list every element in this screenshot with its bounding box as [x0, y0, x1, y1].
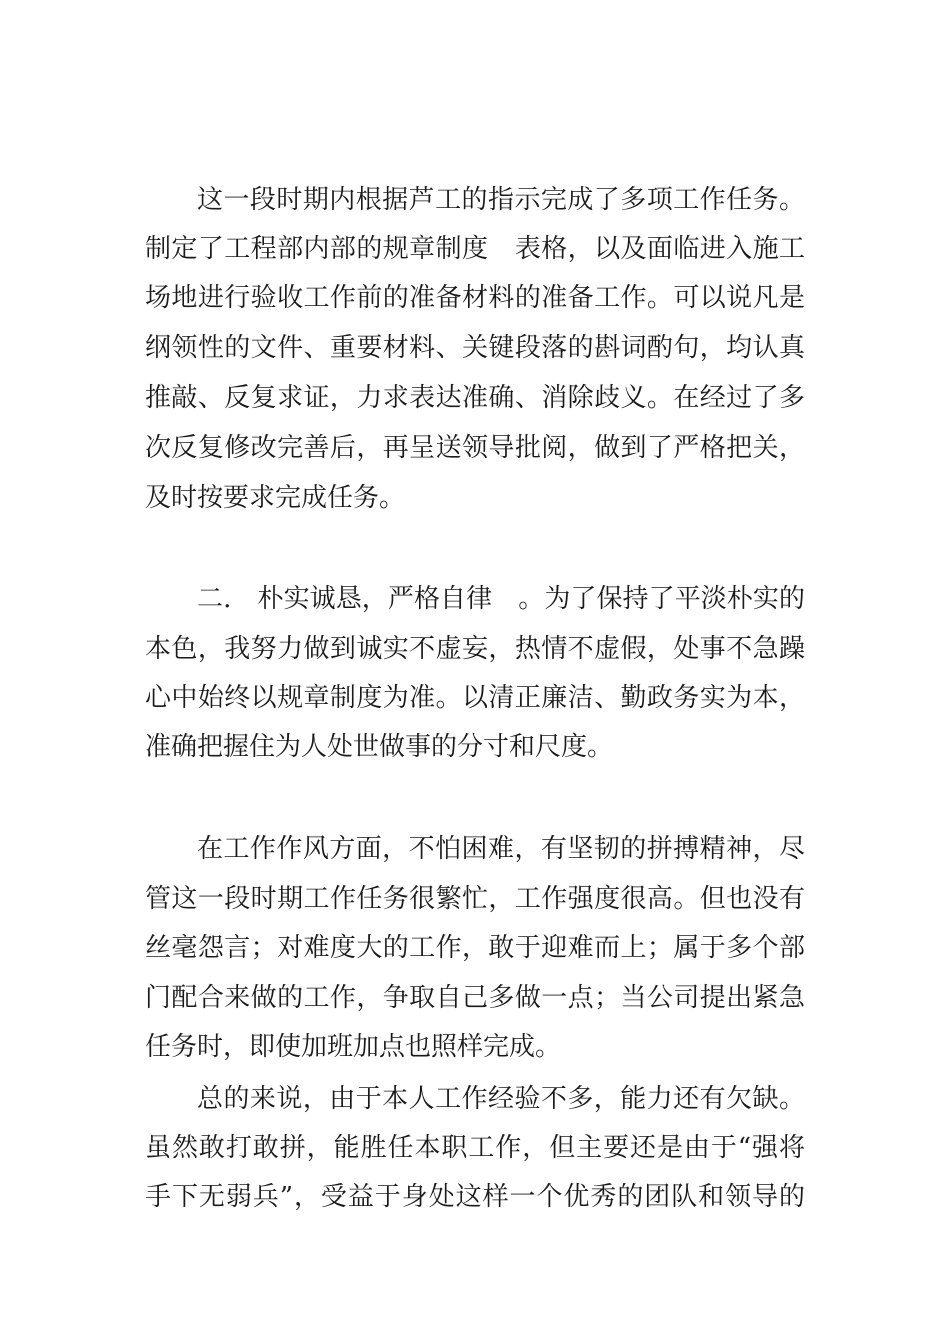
paragraph-2-line-4: 准确把握住为人处世做事的分寸和尺度。 [145, 732, 614, 762]
paragraph-2-line-2: 本色，我努力做到诚实不虚妄，热情不虚假，处事不急躁 [145, 634, 805, 664]
paragraph-3-line-1: 在工作作风方面，不怕困难，有坚韧的拼搏精神，尽 [197, 834, 805, 864]
paragraph-1-line-5: 推敲、反复求证，力求表达准确、消除歧义。在经过了多 [145, 383, 805, 413]
paragraph-1-line-2: 制定了工程部内部的规章制度 表格，以及面临进入施工 [145, 234, 805, 264]
paragraph-1-line-4: 纲领性的文件、重要材料、关键段落的斟词酌句，均认真 [145, 333, 805, 363]
paragraph-3-line-3: 丝毫怨言；对难度大的工作，敢于迎难而上；属于多个部 [145, 933, 805, 963]
paragraph-3-line-5: 任务时，即使加班加点也照样完成。 [145, 1032, 562, 1062]
paragraph-3-line-2: 管这一段时期工作任务很繁忙，工作强度很高。但也没有 [145, 884, 805, 914]
paragraph-4-line-3: 手下无弱兵”，受益于身处这样一个优秀的团队和领导的 [145, 1182, 805, 1212]
paragraph-1-line-1: 这一段时期内根据芦工的指示完成了多项工作任务。 [197, 185, 805, 215]
paragraph-4-line-1: 总的来说，由于本人工作经验不多，能力还有欠缺。 [197, 1084, 805, 1114]
paragraph-2-line-3: 心中始终以规章制度为准。以清正廉洁、勤政务实为本， [145, 683, 805, 713]
paragraph-2-line-1: 二. 朴实诚恳，严格自律 。为了保持了平淡朴实的 [197, 584, 805, 614]
paragraph-4-line-2: 虽然敢打敢拼，能胜任本职工作，但主要还是由于“强将 [145, 1133, 805, 1163]
paragraph-1-line-6: 次反复修改完善后，再呈送领导批阅，做到了严格把关， [145, 433, 805, 463]
paragraph-1-line-7: 及时按要求完成任务。 [145, 483, 406, 513]
paragraph-1-line-3: 场地进行验收工作前的准备材料的准备工作。可以说凡是 [145, 283, 805, 313]
paragraph-3-line-4: 门配合来做的工作，争取自己多做一点；当公司提出紧急 [145, 983, 805, 1013]
